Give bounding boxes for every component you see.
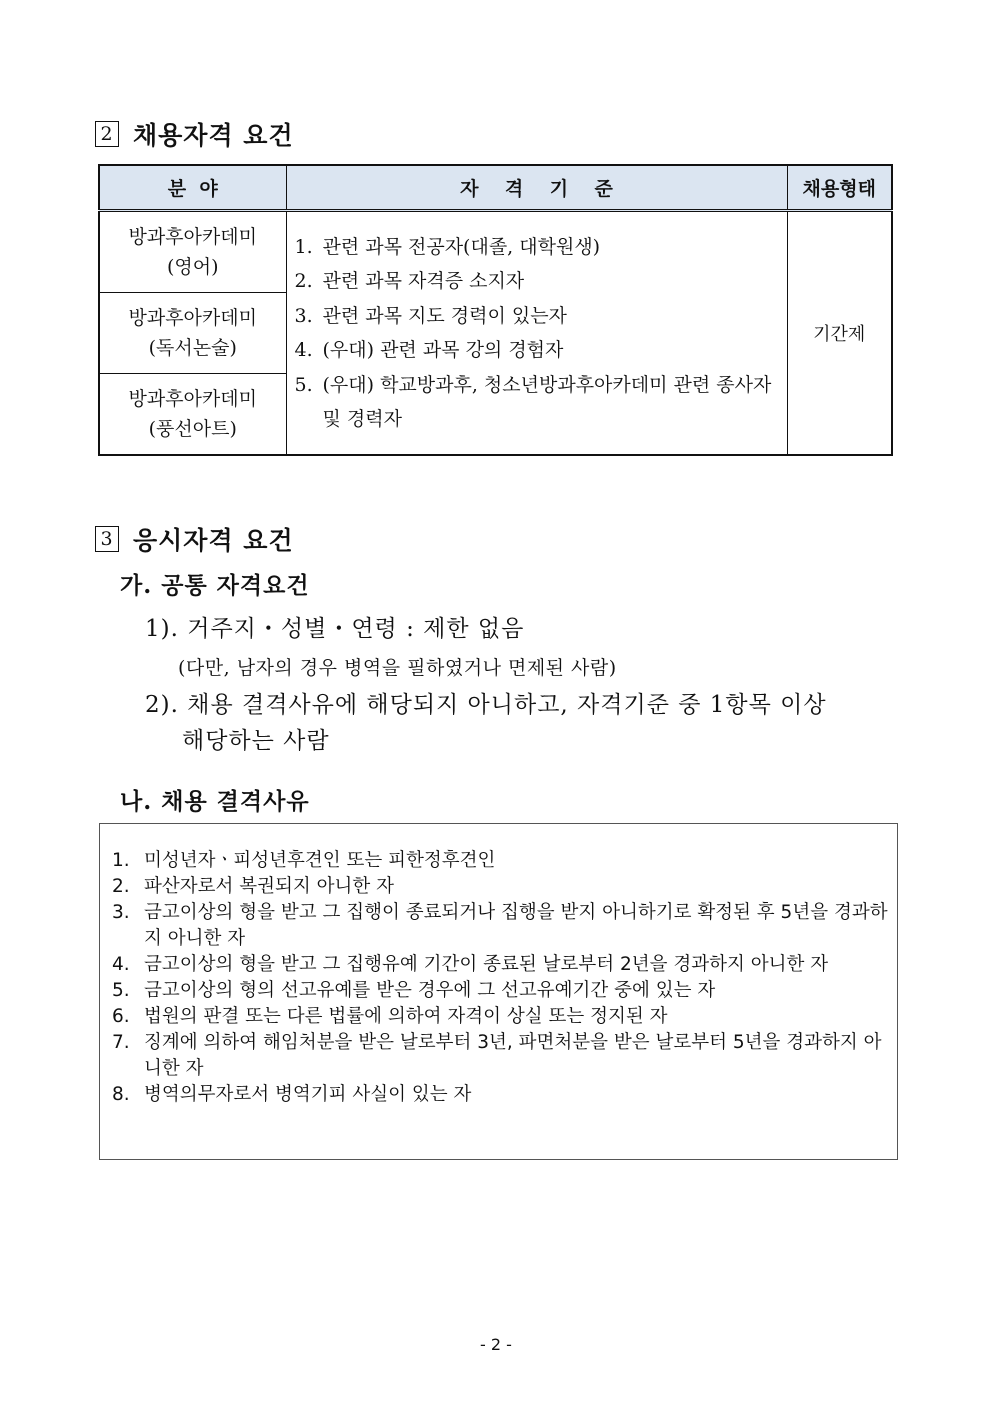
page-number: - 2 - xyxy=(480,1335,512,1354)
disqualification-title: 나. 채용 결격사유 xyxy=(120,788,310,815)
disqualification-list xyxy=(112,848,892,1108)
field-name: 방과후아카데미 xyxy=(128,226,257,248)
field-subject: (독서논술) xyxy=(148,337,237,359)
criteria-item xyxy=(295,368,779,437)
list-item xyxy=(112,900,892,952)
field-cell xyxy=(99,374,286,456)
field-name: 방과후아카데미 xyxy=(128,388,257,410)
criteria-number: 3. xyxy=(294,304,313,327)
list-item-number: 6. xyxy=(112,1006,130,1027)
list-item xyxy=(112,978,892,1004)
requirement-1: 1). 거주지・성별・연령 : 제한 없음 xyxy=(145,616,525,642)
list-item xyxy=(112,848,892,874)
list-item-text: 금고이상의 형을 받고 그 집행이 종료되거나 집행을 받지 아니하기로 확정된 후 5년을 경과하지 아니한 자 xyxy=(144,902,888,949)
list-item-number: 3. xyxy=(112,902,130,923)
criteria-number: 4. xyxy=(294,339,313,361)
requirement-1-note: (다만, 남자의 경우 병역을 필하였거나 면제된 사람) xyxy=(178,657,617,679)
criteria-text: 관련 과목 전공자(대졸, 대학원생) xyxy=(322,235,601,258)
list-item-number: 5. xyxy=(112,980,130,1001)
list-item xyxy=(112,1082,892,1108)
requirement-2-continued: 해당하는 사람 xyxy=(182,728,330,754)
list-item xyxy=(112,874,892,900)
list-item-text: 금고이상의 형의 선고유예를 받은 경우에 그 선고유예기간 중에 있는 자 xyxy=(144,980,716,1001)
list-item xyxy=(112,1004,892,1030)
header-field: 분 야 xyxy=(99,165,286,211)
field-subject: (영어) xyxy=(166,256,219,278)
section-3-heading xyxy=(95,521,294,557)
criteria-number: 2. xyxy=(294,270,313,292)
section-3-title: 응시자격 요건 xyxy=(133,526,294,555)
criteria-item xyxy=(295,230,779,265)
field-name: 방과후아카데미 xyxy=(128,307,257,329)
list-item-number: 1. xyxy=(112,850,130,871)
header-employment-type: 채용형태 xyxy=(787,165,892,211)
section-3-number: 3 xyxy=(95,526,119,552)
qualification-table xyxy=(98,164,893,456)
criteria-item xyxy=(295,333,779,368)
criteria-text: (우대) 학교방과후, 청소년방과후아카데미 관련 종사자 및 경력자 xyxy=(322,373,772,430)
criteria-number: 5. xyxy=(294,373,313,396)
table-row xyxy=(99,211,892,293)
employment-type-cell: 기간제 xyxy=(787,211,892,456)
criteria-number: 1. xyxy=(294,235,313,258)
criteria-text: (우대) 관련 과목 강의 경험자 xyxy=(322,339,564,361)
list-item-text: 파산자로서 복권되지 아니한 자 xyxy=(144,876,394,897)
criteria-item xyxy=(295,264,779,299)
list-item xyxy=(112,952,892,978)
list-item-text: 미성년자ㆍ피성년후견인 또는 피한정후견인 xyxy=(144,850,496,871)
list-item-number: 4. xyxy=(112,954,130,975)
requirement-2: 2). 채용 결격사유에 해당되지 아니하고, 자격기준 중 1항목 이상 xyxy=(145,692,827,718)
list-item-number: 7. xyxy=(112,1032,130,1053)
section-2-title: 채용자격 요건 xyxy=(133,121,294,150)
criteria-text: 관련 과목 지도 경력이 있는자 xyxy=(322,304,567,327)
header-criteria: 자 격 기 준 xyxy=(286,165,787,211)
field-cell xyxy=(99,211,286,293)
section-2-number: 2 xyxy=(95,121,119,147)
list-item-text: 징계에 의하여 해임처분을 받은 날로부터 3년, 파면처분을 받은 날로부터 5년을 경과하지 아니한 자 xyxy=(144,1032,882,1079)
list-item-number: 8. xyxy=(112,1084,130,1105)
section-2-heading xyxy=(95,116,294,152)
common-requirements-title: 가. 공통 자격요건 xyxy=(120,572,310,599)
criteria-item xyxy=(295,299,779,334)
list-item-text: 법원의 판결 또는 다른 법률에 의하여 자격이 상실 또는 정지된 자 xyxy=(144,1006,668,1027)
list-item xyxy=(112,1030,892,1082)
list-item-number: 2. xyxy=(112,876,130,897)
list-item-text: 금고이상의 형을 받고 그 집행유예 기간이 종료된 날로부터 2년을 경과하지 아니한 자 xyxy=(144,954,829,975)
table-header-row xyxy=(99,165,892,211)
criteria-cell xyxy=(286,211,787,456)
criteria-text: 관련 과목 자격증 소지자 xyxy=(322,270,525,292)
field-subject: (풍선아트) xyxy=(148,418,237,440)
list-item-text: 병역의무자로서 병역기피 사실이 있는 자 xyxy=(144,1084,472,1105)
field-cell xyxy=(99,293,286,374)
